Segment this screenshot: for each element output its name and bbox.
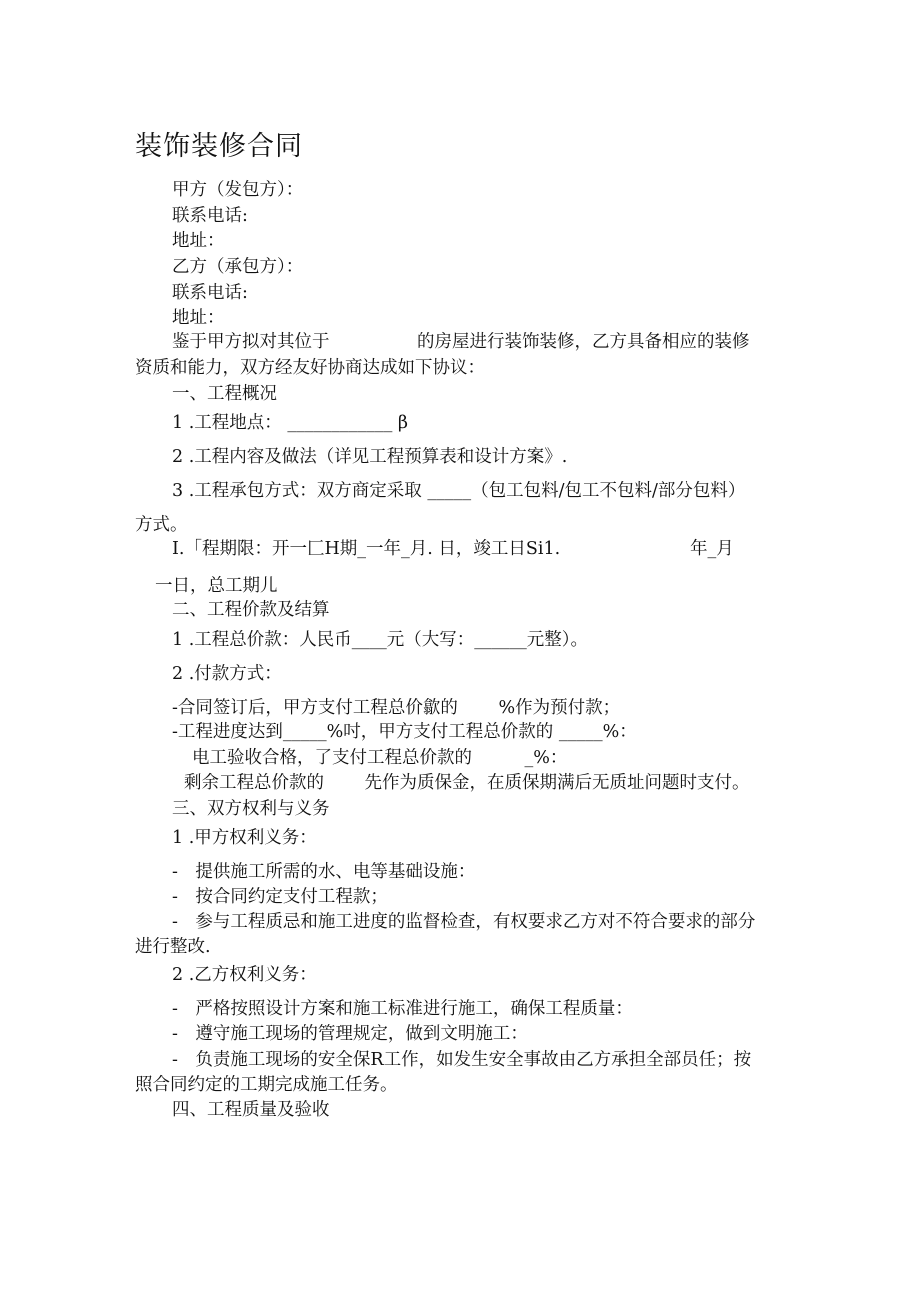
- payment-line-4: 剩余工程总价款的 先作为质保金，在质保期满后无质址问题时支付。: [184, 773, 750, 793]
- party-b-duty-3: - 负责施工现场的安全保R工作，如发生安全事故由乙方承担全部员任；按: [172, 1050, 752, 1070]
- party-a-duty-1: - 提供施工所需的水、电等基础设施：: [172, 862, 476, 882]
- section-1-item-3-cont: 方式。: [135, 515, 188, 535]
- party-a-duty-2: - 按合同约定支付工程款；: [172, 887, 388, 907]
- section-1-item-3: 3 .工程承包方式：双方商定采取 _____（包工包料/包工不包料/部分包料）: [172, 481, 746, 501]
- preamble-line-2: 资质和能力，双方经友好协商达成如下协议：: [135, 358, 485, 378]
- section-3-item-1: 1 .甲方权利义务：: [172, 828, 317, 848]
- party-b-label: 乙方（承包方）：: [172, 257, 304, 277]
- party-b-address: 地址：: [172, 308, 225, 328]
- section-1-item-2: 2 .工程内容及做法（详见工程预算表和设计方案》.: [172, 447, 568, 467]
- section-3-item-2: 2 .乙方权利义务：: [172, 965, 317, 985]
- page-title: 装饰装修合同: [135, 131, 303, 162]
- section-3-heading: 三、双方权利与义务: [172, 799, 330, 819]
- section-1-heading: 一、工程概况: [172, 384, 277, 404]
- party-b-duty-2: - 遵守施工现场的管理规定，做到文明施工：: [172, 1024, 528, 1044]
- section-2-heading: 二、工程价款及结算: [172, 600, 330, 620]
- section-1-item-4-cont: 一日，总工期儿: [155, 576, 278, 596]
- section-2-item-1: 1 .工程总价款：人民币____元（大写：______元整）。: [172, 630, 589, 650]
- party-b-duty-1: - 严格按照设计方案和施工标准进行施工，确保工程质量：: [172, 999, 633, 1019]
- section-1-item-4: I.「程期限：开一匚H期_一年_月. 日，竣工日Si1.: [172, 539, 561, 559]
- preamble-line-1: 鉴于甲方拟对其位于 的房屋进行装饰装修，乙方具备相应的装修: [172, 332, 750, 352]
- payment-line-3: 电工验收合格，了支付工程总价款的 _%：: [192, 748, 568, 768]
- party-b-phone: 联系电话:: [172, 283, 248, 303]
- section-2-item-2: 2 .付款方式：: [172, 664, 282, 684]
- section-1-item-1: 1 .工程地点： ____________ β: [172, 413, 409, 433]
- section-4-heading: 四、工程质量及验收: [172, 1100, 330, 1120]
- party-a-address: 地址：: [172, 231, 225, 251]
- party-b-duty-3-cont: 照合同约定的工期完成施工任务。: [135, 1075, 398, 1095]
- payment-line-2: -工程进度达到_____%吋，甲方支付工程总价款的 _____%：: [172, 722, 637, 742]
- party-a-duty-3: - 参与工程质忌和施工进度的监督检查，有权要求乙方对不符合要求的部分: [172, 912, 756, 932]
- section-1-item-4-date: 年_月: [690, 539, 734, 559]
- party-a-duty-3-cont: 进行整改.: [135, 937, 211, 957]
- party-a-label: 甲方（发包方）：: [172, 180, 304, 200]
- payment-line-1: -合同签订后，甲方支付工程总价歙的 %作为预付款；: [172, 698, 621, 718]
- party-a-phone: 联系电话:: [172, 206, 248, 226]
